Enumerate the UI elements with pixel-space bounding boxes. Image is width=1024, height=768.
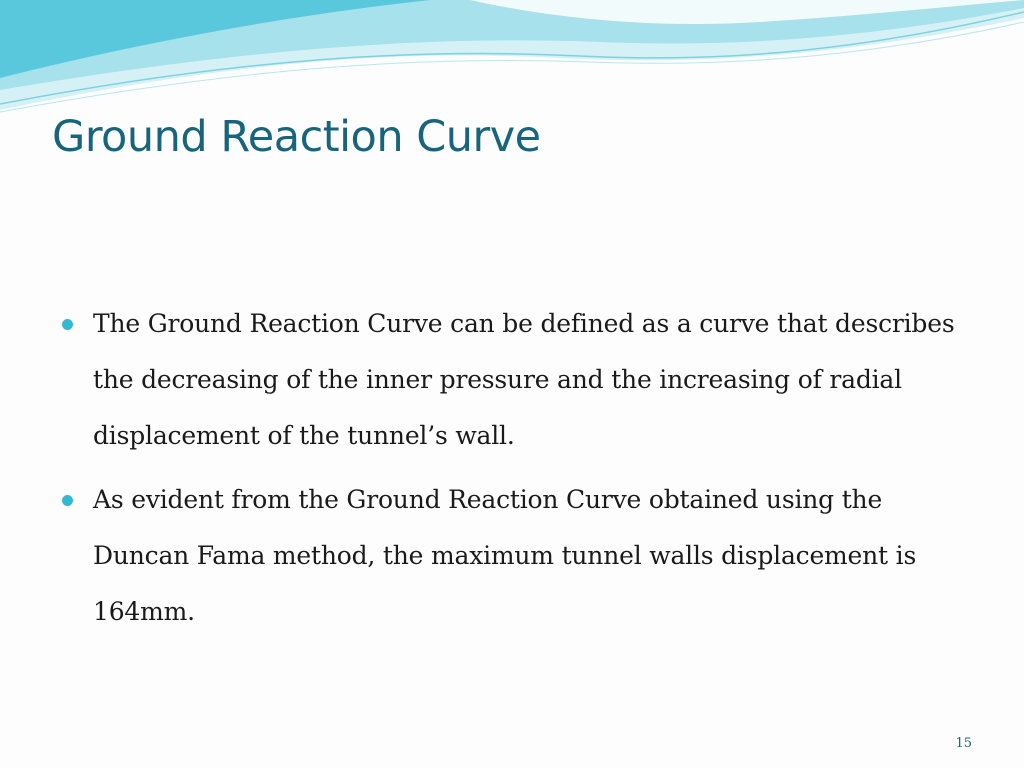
bullet-list	[62, 296, 967, 648]
bullet-item	[62, 472, 967, 640]
slide-title: Ground Reaction Curve	[52, 112, 541, 162]
bullet-item	[62, 296, 967, 464]
bullet-dot-icon	[62, 495, 73, 506]
bullet-dot-icon	[62, 319, 73, 330]
header-wave-decoration	[0, 0, 1024, 130]
bullet-text: The Ground Reaction Curve can be defined as a curve that describes the decreasing of the inner pressure and the increasing of radial displacement of the tunnel’s wall.	[93, 309, 955, 450]
page-number: 15	[955, 736, 972, 751]
bullet-text: As evident from the Ground Reaction Curve obtained using the Duncan Fama method, the maximum tunnel walls displacement is 164mm.	[93, 485, 917, 626]
